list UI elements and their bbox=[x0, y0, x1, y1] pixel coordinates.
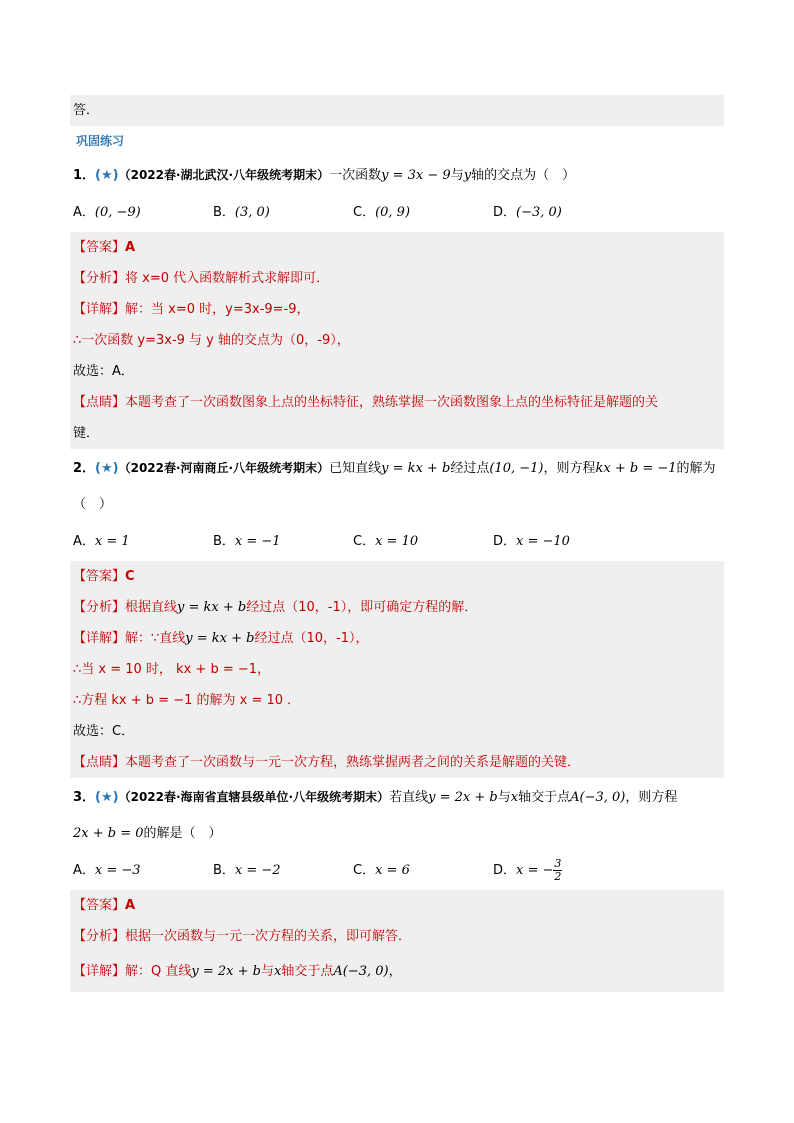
option-value: x = 6 bbox=[375, 863, 410, 878]
detail-line-3 bbox=[70, 685, 724, 716]
detail-text: ∴当 x = 10 时， kx + b = −1， bbox=[73, 662, 271, 677]
analysis-tag: 【分析】 bbox=[73, 271, 126, 286]
option-c bbox=[353, 852, 493, 890]
analysis-text: 经过点（10，-1），即可确定方程的解． bbox=[246, 600, 478, 615]
option-value: (0, −9) bbox=[94, 205, 141, 220]
options-q2 bbox=[70, 523, 724, 561]
math-expression: kx + b = −1 bbox=[595, 461, 677, 476]
option-a bbox=[73, 194, 213, 232]
star-icon: (★) bbox=[95, 790, 119, 805]
math-expression: y = 2x + b bbox=[428, 790, 498, 805]
question-text: 一次函数 bbox=[329, 168, 382, 183]
fraction-denominator: 2 bbox=[554, 870, 562, 883]
comment-tag: 【点睛】 bbox=[73, 395, 126, 410]
question-number: 2． bbox=[73, 461, 96, 476]
fraction-numerator: 3 bbox=[554, 857, 562, 870]
solution-block-q2 bbox=[70, 561, 724, 778]
math-expression: y = kx + b bbox=[177, 600, 247, 615]
answer-line bbox=[70, 561, 724, 592]
detail-tag: 【详解】 bbox=[73, 964, 126, 979]
option-value: x = −1 bbox=[234, 534, 281, 549]
choose-text: 故选：A． bbox=[73, 364, 134, 379]
detail-text: 解：当 x=0 时，y=3x-9=-9， bbox=[125, 302, 310, 317]
option-letter: B． bbox=[213, 205, 235, 220]
analysis-tag: 【分析】 bbox=[73, 929, 126, 944]
option-d bbox=[493, 852, 633, 890]
analysis-line bbox=[70, 921, 724, 952]
math-expression: y = kx + b bbox=[185, 631, 255, 646]
answer-value: A bbox=[125, 240, 136, 255]
option-value: x = 1 bbox=[94, 534, 130, 549]
option-c bbox=[353, 523, 493, 561]
options-q3 bbox=[70, 852, 724, 890]
comment-text: 本题考查了一次函数图象上点的坐标特征，熟练掌握一次函数图象上点的坐标特征是解题的关 bbox=[125, 395, 659, 410]
options-q1 bbox=[70, 194, 724, 232]
detail-text: 轴交于点 bbox=[281, 964, 334, 979]
answer-tag: 【答案】 bbox=[73, 240, 126, 255]
option-letter: D． bbox=[493, 205, 517, 220]
option-b bbox=[213, 194, 353, 232]
question-text: 与 bbox=[497, 790, 511, 805]
detail-line-2 bbox=[70, 325, 724, 356]
option-letter: B． bbox=[213, 863, 235, 878]
star-icon: (★) bbox=[95, 168, 119, 183]
comment-line bbox=[70, 747, 724, 778]
choose-line bbox=[70, 716, 724, 747]
question-text: 轴交于点 bbox=[518, 790, 571, 805]
analysis-line bbox=[70, 263, 724, 294]
document-page bbox=[70, 95, 724, 992]
answer-line bbox=[70, 232, 724, 263]
option-d bbox=[493, 523, 633, 561]
question-text: 轴的交点为（ ） bbox=[471, 168, 576, 183]
analysis-text: 根据直线 bbox=[125, 600, 178, 615]
option-letter: C． bbox=[353, 534, 376, 549]
analysis-text: 根据一次函数与一元一次方程的关系，即可解答． bbox=[125, 929, 412, 944]
question-text: 已知直线 bbox=[329, 461, 382, 476]
question-text: ，则方程 bbox=[543, 461, 596, 476]
star-icon: (★) bbox=[95, 461, 119, 476]
math-expression: y bbox=[463, 168, 472, 183]
option-a bbox=[73, 852, 213, 890]
option-letter: A． bbox=[73, 534, 95, 549]
comment-line-2 bbox=[70, 418, 724, 449]
option-b bbox=[213, 523, 353, 561]
math-expression: y = 3x − 9 bbox=[381, 168, 451, 183]
question-text: （ ） bbox=[73, 497, 113, 512]
question-source: （2022春·湖北武汉·八年级统考期末） bbox=[118, 168, 330, 182]
option-letter: C． bbox=[353, 863, 376, 878]
math-expression: y = kx + b bbox=[381, 461, 451, 476]
detail-tag: 【详解】 bbox=[73, 631, 126, 646]
question-3 bbox=[70, 778, 724, 816]
math-expression: 2x + b = 0 bbox=[73, 826, 144, 841]
option-letter: A． bbox=[73, 863, 95, 878]
option-letter: C． bbox=[353, 205, 376, 220]
option-value: x = −3 bbox=[94, 863, 141, 878]
analysis-tag: 【分析】 bbox=[73, 600, 126, 615]
fraction bbox=[553, 858, 562, 883]
solution-block-q1 bbox=[70, 232, 724, 449]
question-number: 3． bbox=[73, 790, 96, 805]
detail-line bbox=[70, 952, 724, 992]
detail-text: ， bbox=[388, 964, 402, 979]
detail-tag: 【详解】 bbox=[73, 302, 126, 317]
continuation-line bbox=[70, 95, 724, 126]
detail-text: ∴方程 kx + b = −1 的解为 x = 10 ． bbox=[73, 693, 301, 708]
option-value: x = − bbox=[516, 863, 554, 878]
answer-tag: 【答案】 bbox=[73, 569, 126, 584]
question-source: （2022春·河南商丘·八年级统考期末） bbox=[118, 461, 330, 475]
question-text: 经过点 bbox=[450, 461, 490, 476]
option-a bbox=[73, 523, 213, 561]
choose-text: 故选：C． bbox=[73, 724, 135, 739]
option-value: (0, 9) bbox=[375, 205, 411, 220]
option-value: x = 10 bbox=[375, 534, 419, 549]
detail-text: 解：∵直线 bbox=[125, 631, 186, 646]
comment-tag: 【点睛】 bbox=[73, 755, 126, 770]
answer-tag: 【答案】 bbox=[73, 898, 126, 913]
analysis-line bbox=[70, 592, 724, 623]
option-letter: D． bbox=[493, 534, 517, 549]
option-d bbox=[493, 194, 633, 232]
question-number: 1． bbox=[73, 168, 96, 183]
question-1 bbox=[70, 156, 724, 194]
comment-line bbox=[70, 387, 724, 418]
question-text: ，则方程 bbox=[625, 790, 678, 805]
option-value: (3, 0) bbox=[234, 205, 270, 220]
math-expression: x bbox=[510, 790, 519, 805]
continuation-text: 答． bbox=[73, 103, 100, 118]
question-source: （2022春·海南省直辖县级单位·八年级统考期末） bbox=[118, 790, 390, 804]
option-b bbox=[213, 852, 353, 890]
analysis-text: 将 x=0 代入函数解析式求解即可． bbox=[125, 271, 330, 286]
answer-value: C bbox=[125, 569, 135, 584]
detail-text: 与 bbox=[260, 964, 274, 979]
option-value: (−3, 0) bbox=[516, 205, 562, 220]
detail-text: 解：Q 直线 bbox=[125, 964, 192, 979]
math-expression: y = 2x + b bbox=[191, 964, 261, 979]
question-text: 若直线 bbox=[389, 790, 429, 805]
detail-line bbox=[70, 294, 724, 325]
question-2-cont bbox=[70, 487, 724, 523]
math-expression: x bbox=[274, 964, 282, 979]
option-value: x = −10 bbox=[516, 534, 570, 549]
detail-line bbox=[70, 623, 724, 654]
option-c bbox=[353, 194, 493, 232]
question-3-cont bbox=[70, 816, 724, 852]
math-expression: A(−3, 0) bbox=[333, 964, 389, 979]
math-expression: A(−3, 0) bbox=[570, 790, 626, 805]
solution-block-q3 bbox=[70, 890, 724, 992]
detail-line-2 bbox=[70, 654, 724, 685]
question-text: 与 bbox=[450, 168, 464, 183]
choose-line bbox=[70, 356, 724, 387]
question-text: 的解为 bbox=[676, 461, 716, 476]
option-letter: D． bbox=[493, 863, 517, 878]
comment-text: 本题考查了一次函数与一元一次方程，熟练掌握两者之间的关系是解题的关键． bbox=[125, 755, 581, 770]
math-expression: (10, −1) bbox=[489, 461, 544, 476]
question-text: 的解是（ ） bbox=[143, 826, 222, 841]
detail-text: 经过点（10，-1）， bbox=[254, 631, 369, 646]
detail-text: ∴一次函数 y=3x-9 与 y 轴的交点为（0，-9）， bbox=[73, 333, 350, 348]
answer-value: A bbox=[125, 898, 136, 913]
option-letter: A． bbox=[73, 205, 95, 220]
section-title: 巩固练习 bbox=[76, 134, 125, 148]
answer-line bbox=[70, 890, 724, 921]
option-value: x = −2 bbox=[234, 863, 281, 878]
option-letter: B． bbox=[213, 534, 235, 549]
comment-text: 键． bbox=[73, 426, 100, 441]
question-2 bbox=[70, 449, 724, 487]
